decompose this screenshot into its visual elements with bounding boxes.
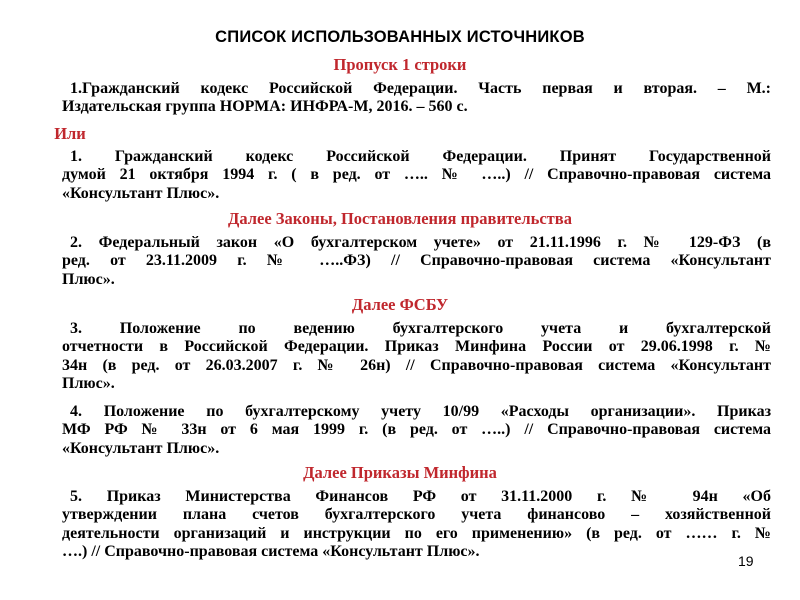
entry-1b-line: «Консультант Плюс». (62, 184, 220, 202)
entry-5-line: утверждении плана счетов бухгалтерского учета финансово – хозяйственной (62, 506, 771, 524)
entry-1b (62, 148, 771, 203)
entry-2-line: ред. от 23.11.2009 г. № …..ФЗ) // Справочно-правовая система «Консультант (62, 252, 771, 270)
entry-4-line: 4. Положение по бухгалтерскому учету 10/99 «Расходы организации». Приказ (70, 403, 771, 420)
heading-laws: Далее Законы, Постановления правительства (228, 209, 572, 228)
entry-5-line: 5. Приказ Министерства Финансов РФ от 31.11.2000 г. № 94н «Об (70, 488, 771, 505)
entry-3-line: Плюс». (62, 375, 115, 393)
entry-2 (62, 234, 771, 289)
entry-2-line: Плюс». (62, 270, 115, 288)
entry-1b-line: думой 21 октября 1994 г. ( в ред. от ….. № …..) // Справочно-правовая система (62, 166, 771, 184)
heading-or: Или (54, 124, 86, 143)
entry-1a (62, 80, 771, 117)
entry-3-line: 3. Положение по ведению бухгалтерского учета и бухгалтерской (70, 320, 771, 337)
entry-1b-line: 1. Гражданский кодекс Российской Федерации. Принят Государственной (70, 148, 771, 165)
heading-orders: Далее Приказы Минфина (303, 463, 497, 482)
entry-1a-line: Издательская группа НОРМА: ИНФРА-М, 2016. – 560 с. (62, 98, 468, 116)
entry-3 (62, 320, 771, 394)
page-title: СПИСОК ИСПОЛЬЗОВАННЫХ ИСТОЧНИКОВ (215, 28, 585, 46)
heading-skip-line: Пропуск 1 строки (333, 55, 467, 74)
page-number: 19 (738, 553, 754, 569)
entry-4 (62, 403, 771, 458)
entry-5-line: деятельности организаций и инструкции по его применению» (в ред. от …… г. № (62, 524, 771, 542)
entry-5 (62, 488, 771, 562)
entry-5-line: ….) // Справочно-правовая система «Консультант Плюс». (62, 543, 480, 561)
entry-4-line: МФ РФ № 33н от 6 мая 1999 г. (в ред. от …..) // Справочно-правовая система (62, 421, 771, 439)
entry-4-line: «Консультант Плюс». (62, 439, 220, 457)
entry-1a-line: 1.Гражданский кодекс Российской Федерации. Часть первая и вторая. – М.: (70, 80, 771, 97)
entry-2-line: 2. Федеральный закон «О бухгалтерском учете» от 21.11.1996 г. № 129-ФЗ (в (70, 234, 771, 251)
entry-3-line: отчетности в Российской Федерации. Приказ Минфина России от 29.06.1998 г. № (62, 338, 771, 356)
entry-3-line: 34н (в ред. от 26.03.2007 г. № 26н) // Справочно-правовая система «Консультант (62, 356, 771, 374)
heading-fsbu: Далее ФСБУ (351, 295, 449, 314)
